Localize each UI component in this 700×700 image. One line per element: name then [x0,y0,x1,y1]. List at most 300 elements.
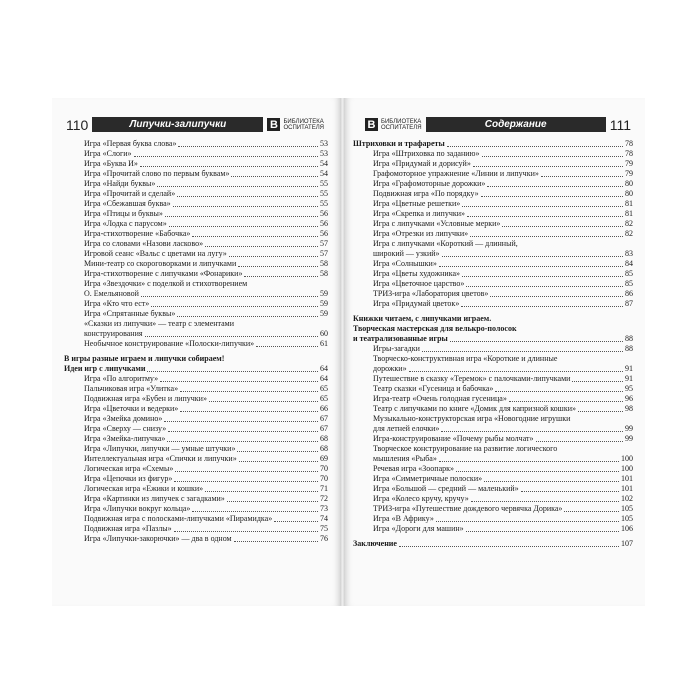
toc-list-right-2 [353,344,633,534]
series-logo-text [283,119,324,131]
toc-entry-page: 57 [320,239,328,248]
dot-leader [541,176,623,177]
dot-leader [151,306,318,307]
toc-entry-title: Пальчиковая игра «Улитка» [84,384,179,393]
dot-leader [238,266,318,267]
toc-entry-page: 101 [621,484,633,493]
toc-entry-title: Игра со словами «Назови ласково» [84,239,204,248]
right-page-header [361,116,635,133]
toc-entry [64,329,328,339]
toc-entry-title: Путешествие в сказку «Теремок» с палочками-липучками [373,374,571,383]
toc-entry-title: Музыкально-конструкторская игра «Новогодние игрушки [373,414,571,423]
toc-entry-page: 105 [621,514,633,523]
toc-entry-title: Речевая игра «Зоопарк» [373,464,455,473]
dot-leader [564,511,619,512]
dot-leader [192,236,318,237]
toc-entry-title: Творческое конструирование на развитие логического [373,444,558,453]
toc-entry-page: 99 [625,424,633,433]
toc-entry [353,209,633,219]
dot-leader [180,391,318,392]
toc-entry [353,384,633,394]
toc-entry [64,189,328,199]
dot-leader [229,256,318,257]
toc-entry-title: Подвижная игра «Пазлы» [84,524,172,533]
dot-leader [473,166,623,167]
toc-entry-page: 87 [625,299,633,308]
right-page [345,98,645,606]
toc-entry-page: 61 [320,339,328,348]
dot-leader [439,266,623,267]
dot-leader [239,461,318,462]
dot-leader [178,146,318,147]
toc-entry-title: Игра «Симметричные полоски» [373,474,483,483]
dot-leader [456,471,619,472]
toc-entry-page: 85 [625,279,633,288]
section-heading-line-1: Книжки читаем, с липучками играем. [353,314,492,323]
dot-leader [447,146,623,147]
toc-entry-page: 59 [320,299,328,308]
dot-leader [134,156,319,157]
dot-leader [180,411,318,412]
toc-entry [353,279,633,289]
toc-entry [353,364,633,374]
toc-entry [353,404,633,414]
toc-entry-title: «Сказки из липучки» — театр с элементами [84,319,235,328]
toc-entry-title: ТРИЗ-игра «Путешествие дождевого червячка Дорика» [373,504,563,513]
toc-entry-title: Интеллектуальная игра «Спички и липучки» [84,454,237,463]
toc-entry-title: Игра-конструирование «Почему рыбы молчат» [373,434,534,443]
toc-entry-page: 58 [320,269,328,278]
toc-entry [353,454,633,464]
toc-entry-title: Игра-театр «Очень голодная гусеница» [373,394,507,403]
dot-leader [442,256,624,257]
toc-entry-title: Игра «Сверху — снизу» [84,424,167,433]
dot-leader [177,316,318,317]
toc-entry-page: 81 [625,209,633,218]
toc-entry-title: Необычное конструирование «Полоски-липучки» [84,339,255,348]
dot-leader [147,371,318,372]
toc-entry-page: 81 [625,199,633,208]
toc-entry [353,199,633,209]
toc-entry [64,199,328,209]
dot-leader [467,216,623,217]
section-heading-line-2: Творческая мастерская для велькро-полосок [353,324,517,333]
series-logo-mark: В [365,118,378,131]
toc-entry [64,259,328,269]
dot-leader [256,346,318,347]
toc-entry-title: Игра «Найди буквы» [84,179,156,188]
toc-entry-page: 72 [320,494,328,503]
toc-entry-title: Игры-загадки [373,344,420,353]
dot-leader [231,176,318,177]
toc-entry-page: 76 [320,534,328,543]
dot-leader [578,411,623,412]
toc-entry [353,504,633,514]
toc-entry [64,159,328,169]
toc-entry-page: 68 [320,444,328,453]
dot-leader [484,481,619,482]
toc-entry-page: 82 [625,219,633,228]
dot-leader [470,236,623,237]
toc-entry [64,384,328,394]
page-number: 111 [609,116,631,133]
dot-leader [174,531,318,532]
toc-entry [353,394,633,404]
toc-entry-title: Логическая игра «Схемы» [84,464,174,473]
toc-entry-page: 80 [625,189,633,198]
toc-entry-page: 99 [625,434,633,443]
toc-entry [64,454,328,464]
left-page [52,98,340,606]
toc-entry-page: 88 [625,344,633,353]
dot-leader [422,351,623,352]
dot-leader [481,196,623,197]
toc-entry-page: 67 [320,424,328,433]
toc-entry-page: 55 [320,179,328,188]
dot-leader [140,166,318,167]
toc-entry [353,299,633,309]
toc-entry [64,269,328,279]
toc-entry-title: Игра «Сбежавшая буква» [84,199,171,208]
toc-entry-page: 95 [625,384,633,393]
toc-entry [64,149,328,159]
toc-entry-title: Игра «Графомоторные дорожки» [373,179,486,188]
dot-leader [160,381,318,382]
toc-entry [64,524,328,534]
dot-leader [274,521,318,522]
toc-entry-page: 91 [625,374,633,383]
toc-entry-page: 54 [320,159,328,168]
toc-entry-title: Графомоторное упражнение «Линии и липучки» [373,169,539,178]
dot-leader [439,461,619,462]
conclusion-entry [353,539,633,549]
toc-left [64,139,328,544]
toc-entry-page: 80 [625,179,633,188]
series-logo [263,118,328,131]
toc-entry-continuation: конструирования [84,329,143,338]
toc-entry [353,219,633,229]
toc-entry-title: Игра «Прочитай слово по первым буквам» [84,169,230,178]
toc-entry-page: 58 [320,259,328,268]
section-heading: В игры разные играем и липучки собираем! [64,354,225,363]
toc-entry-page: 68 [320,434,328,443]
toc-entry-page: 59 [320,309,328,318]
section-page: 78 [625,139,633,148]
toc-entry [64,169,328,179]
section-heading-entry [64,364,328,374]
dot-leader [141,296,318,297]
toc-entry-title: Игра «Кто что ест» [84,299,150,308]
dot-leader [168,431,318,432]
toc-entry [353,474,633,484]
toc-entry-page: 59 [320,289,328,298]
logo-line-2: ОСПИТАТЕЛЯ [283,124,324,131]
dot-leader [409,371,623,372]
running-title: Содержание [426,117,606,132]
toc-entry-page: 55 [320,189,328,198]
toc-entry-title: Театр с липучками по книге «Домик для капризной кошки» [373,404,576,413]
toc-entry [353,149,633,159]
toc-entry-page: 85 [625,269,633,278]
toc-entry-page: 54 [320,169,328,178]
toc-entry-page: 70 [320,464,328,473]
toc-entry-title: Игра с липучками «Условные мерки» [373,219,501,228]
dot-leader [205,246,318,247]
toc-entry-title: Игра «Буква И» [84,159,138,168]
section-heading-line-2: Идеи игр с липучками [64,364,146,373]
dot-leader [502,226,623,227]
toc-entry [64,404,328,414]
toc-entry-title: Игра «Придумай и дорисуй» [373,159,471,168]
toc-entry [64,484,328,494]
dot-leader [399,546,619,547]
toc-entry-title: Игра «Цепочки из фигур» [84,474,173,483]
toc-entry-title: Игра «Птицы и буквы» [84,209,163,218]
toc-entry-continuation: мышления «Рыба» [373,454,437,463]
dot-leader [462,206,623,207]
dot-leader [205,491,318,492]
dot-leader [436,521,619,522]
toc-entry [64,179,328,189]
toc-entry-page: 78 [625,149,633,158]
series-logo-text [381,119,422,131]
toc-entry [64,229,328,239]
toc-entry [64,239,328,249]
page-number: 110 [66,116,89,133]
dot-leader [487,186,623,187]
toc-entry-title: Игра «Липучки-закорючки» — два в одном [84,534,232,543]
toc-entry [353,514,633,524]
toc-entry-title: Мини-театр со скороговорками и липучками [84,259,237,268]
toc-entry [64,299,328,309]
toc-entry [353,159,633,169]
toc-entry-title: Подвижная игра «Бубен и липучки» [84,394,207,403]
toc-entry [353,524,633,534]
toc-entry-page: 79 [625,159,633,168]
toc-entry-title: Игра-стихотворение с липучками «Фонарики» [84,269,243,278]
toc-entry-page: 73 [320,504,328,513]
toc-list-left-2 [64,374,328,544]
toc-entry [64,504,328,514]
series-logo [361,118,426,131]
toc-entry-title: Игра «Отрезки из липучки» [373,229,469,238]
dot-leader [209,401,318,402]
toc-entry-continuation: широкий — узкий» [373,249,440,258]
toc-entry [64,219,328,229]
toc-entry-page: 71 [320,484,328,493]
toc-entry-title: Игра «Цветы художника» [373,269,461,278]
toc-entry [64,209,328,219]
dot-leader [177,196,318,197]
toc-entry-page: 60 [320,329,328,338]
toc-entry-title: Игра с липучками «Короткий — длинный, [373,239,518,248]
left-page-header [62,116,328,133]
toc-entry [64,249,328,259]
toc-entry [353,189,633,199]
dot-leader [192,511,318,512]
toc-entry [64,514,328,524]
toc-entry-page: 65 [320,384,328,393]
toc-entry-page: 74 [320,514,328,523]
toc-entry-title: Игровой сеанс «Вальс с цветами на лугу» [84,249,227,258]
toc-entry-page: 69 [320,454,328,463]
toc-entry [353,374,633,384]
dot-leader [244,276,318,277]
logo-line-1: БИБЛИОТЕКА [283,118,324,125]
dot-leader [521,491,619,492]
toc-entry [353,434,633,444]
toc-list-left-1 [64,139,328,349]
toc-entry-page: 56 [320,219,328,228]
logo-line-2: ОСПИТАТЕЛЯ [381,124,422,131]
dot-leader [169,226,318,227]
toc-entry-page: 70 [320,474,328,483]
toc-entry-page: 64 [320,374,328,383]
toc-entry [64,534,328,544]
toc-entry-page: 101 [621,474,633,483]
dot-leader [164,421,318,422]
toc-entry-title: Подвижная игра «По порядку» [373,189,479,198]
toc-entry-page: 100 [621,464,633,473]
toc-entry-title: Игра «Придумай цветок» [373,299,460,308]
toc-entry [64,309,328,319]
dot-leader [145,336,318,337]
toc-entry [353,494,633,504]
toc-entry-title: Игра «Липучки вокруг кольца» [84,504,191,513]
toc-entry [64,494,328,504]
toc-entry-page: 66 [320,404,328,413]
toc-entry-title: Игра «Картинки из липучек с загадками» [84,494,225,503]
toc-entry [64,414,328,424]
toc-entry [353,259,633,269]
toc-entry-page: 56 [320,209,328,218]
toc-entry-title: Игра «Лодка с парусом» [84,219,167,228]
toc-entry-title: Игра «Змейка домино» [84,414,163,423]
dot-leader [471,501,619,502]
toc-entry [64,374,328,384]
dot-leader [490,296,623,297]
section-heading-entry [353,139,633,149]
toc-entry-page: 86 [625,289,633,298]
toc-entry-title: Логическая игра «Ежики и кошки» [84,484,204,493]
toc-entry-continuation: О. Емельяновой [84,289,139,298]
dot-leader [461,306,623,307]
toc-entry [64,444,328,454]
toc-entry-title: Игра «Штриховка по заданию» [373,149,480,158]
toc-entry-page: 53 [320,149,328,158]
section-heading-line-3: и театрализованные игры [353,334,448,343]
toc-entry [64,139,328,149]
toc-entry [353,289,633,299]
conclusion-page: 107 [621,539,633,548]
toc-entry-title: Игра «По алгоритму» [84,374,159,383]
toc-entry-title: Игра «Прочитай и сделай» [84,189,176,198]
toc-entry-page: 56 [320,229,328,238]
toc-entry [353,229,633,239]
toc-entry-title: Игра «Звездочки» с поделкой и стихотворением [84,279,248,288]
toc-entry [353,269,633,279]
toc-entry-title: Театр сказки «Гусеница и бабочка» [373,384,494,393]
toc-entry [64,464,328,474]
toc-entry [64,474,328,484]
dot-leader [466,286,623,287]
toc-entry-title: Игра «Цветочное царство» [373,279,465,288]
dot-leader [495,391,623,392]
toc-entry [353,249,633,259]
toc-entry-title: Игра «В Африку» [373,514,434,523]
toc-entry-page: 83 [625,249,633,258]
section-heading-entry [353,334,633,344]
toc-entry [64,289,328,299]
toc-entry-title: Подвижная игра с полосками-липучками «Пирамидка» [84,514,273,523]
dot-leader [509,401,623,402]
toc-entry-page: 91 [625,364,633,373]
toc-entry-page: 98 [625,404,633,413]
toc-entry-title: Творческо-конструктивная игра «Короткие и длинные [373,354,558,363]
dot-leader [536,441,623,442]
toc-entry-title: Игра «Спрятанные буквы» [84,309,176,318]
toc-entry-title: Игра «Солнышки» [373,259,437,268]
toc-entry-title: Игра «Дороги для машин» [373,524,464,533]
conclusion-title: Заключение [353,539,397,548]
running-title: Липучки-залипучки [92,117,263,132]
dot-leader [227,501,318,502]
toc-entry [64,339,328,349]
toc-entry-page: 82 [625,229,633,238]
toc-entry-title: Игра «Змейка-липучка» [84,434,166,443]
toc-entry-title: Игра «Цветные решетки» [373,199,461,208]
dot-leader [462,276,623,277]
dot-leader [237,451,318,452]
dot-leader [572,381,623,382]
dot-leader [165,216,318,217]
toc-entry-title: Игра «Цветочки и ведерки» [84,404,179,413]
toc-entry-page: 55 [320,199,328,208]
dot-leader [482,156,624,157]
toc-entry-title: ТРИЗ-игра «Лаборатория цветов» [373,289,489,298]
toc-entry-title: Игра «Скрепка и липучки» [373,209,466,218]
toc-entry [64,434,328,444]
toc-entry-page: 106 [621,524,633,533]
toc-entry [353,464,633,474]
toc-entry-title: Игра «Большой — средний — маленький» [373,484,519,493]
toc-entry-page: 96 [625,394,633,403]
section-heading: Штриховки и трафареты [353,139,445,148]
dot-leader [173,206,318,207]
toc-entry-title: Игра «Липучки, липучки — умные штучки» [84,444,236,453]
dot-leader [234,541,318,542]
dot-leader [157,186,318,187]
toc-entry-page: 67 [320,414,328,423]
section-page: 64 [320,364,328,373]
toc-entry-page: 100 [621,454,633,463]
toc-entry-page: 65 [320,394,328,403]
toc-entry [353,344,633,354]
dot-leader [441,431,623,432]
toc-entry-page: 75 [320,524,328,533]
toc-entry-continuation: дорожки» [373,364,407,373]
toc-entry [64,424,328,434]
toc-entry-page: 105 [621,504,633,513]
toc-list-right-1 [353,149,633,309]
logo-line-1: БИБЛИОТЕКА [381,118,422,125]
dot-leader [466,531,619,532]
toc-entry-page: 84 [625,259,633,268]
toc-entry-page: 102 [621,494,633,503]
dot-leader [174,481,318,482]
toc-entry-page: 53 [320,139,328,148]
toc-entry-title: Игра «Слоги» [84,149,132,158]
